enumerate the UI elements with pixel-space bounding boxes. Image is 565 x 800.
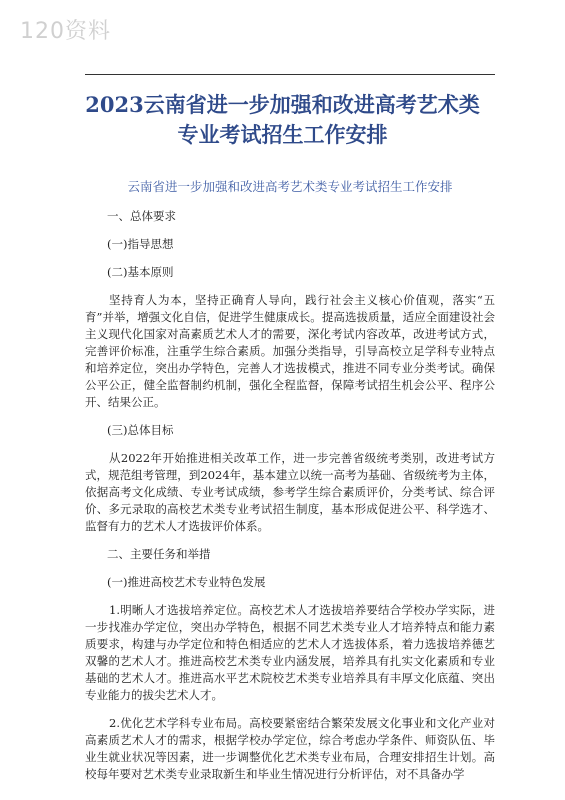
title-line: 2023云南省进一步加强和改进高考艺术类 [85,92,480,117]
watermark-logo: 120资料 [20,19,111,44]
document-body [85,208,495,794]
body-paragraph: 1.明晰人才选拔培养定位。高校艺术人才选拔培养要结合学校办学实际，进一步找准办学定位，突出办学特色，根据不同艺术类专业人才培养特点和能力素质要求，构建与办学定位和特色相适应的艺术人才选拔体系，着力选拔培养德艺双馨的艺术人才。推进高校艺术类专业内涵发展，培养具有扎实文化素质和专业基础的艺术人才。推进高水平艺术院校艺术类专业培养具有丰厚文化底蕴、突出专业能力的拔尖艺术人才。 [85,603,495,702]
subsection-heading: (三)总体目标 [107,423,174,437]
document-title [60,90,505,150]
body-paragraph: 坚持育人为本，坚持正确育人导向，践行社会主义核心价值观，落实“五育”并举，增强文化自信，促进学生健康成长。提高选拔质量，适应全面建设社会主义现代化国家对高素质艺术人才的需要，深化考试内容改革，改进考试方式，完善评价标准，注重学生综合素质。加强分类指导，引导高校立足学科专业特点和培养定位，突出办学特色，完善人才选拔模式，推进不同专业分类考试。确保公平公正，健全监督制约机制，强化全程监督，保障考试招生机会公平、程序公开、结果公正。 [85,293,495,409]
title-line: 专业考试招生工作安排 [177,122,388,147]
section-heading: 二、主要任务和举措 [107,547,211,561]
subsection-heading: (一)推进高校艺术专业特色发展 [107,575,266,589]
subsection-heading: (一)指导思想 [107,237,174,251]
section-heading: 一、总体要求 [107,209,176,223]
header-rule [85,74,495,75]
body-paragraph: 从2022年开始推进相关改革工作，进一步完善省级统考类别，改进考试方式，规范组考管理，到2024年，基本建立以统一高考为基础、省级统考为主体，依据高考文化成绩、专业考试成绩，参考学生综合素质评价，分类考试、综合评价、多元录取的高校艺术类专业考试招生制度，基本形成促进公平、科学选才、监督有力的艺术人才选拔评价体系。 [85,451,495,533]
document-subtitle: 云南省进一步加强和改进高考艺术类专业考试招生工作安排 [127,179,453,194]
body-paragraph: 2.优化艺术学科专业布局。高校要紧密结合繁荣发展文化事业和文化产业对高素质艺术人才的需求，根据学校办学定位，综合考虑办学条件、师资队伍、毕业生就业状况等因素，进一步调整优化艺术类专业布局，合理安排招生计划。高校每年要对艺术类专业录取新生和毕业生情况进行分析评估，对不具备办学 [85,716,495,781]
subsection-heading: (二)基本原则 [107,265,174,279]
